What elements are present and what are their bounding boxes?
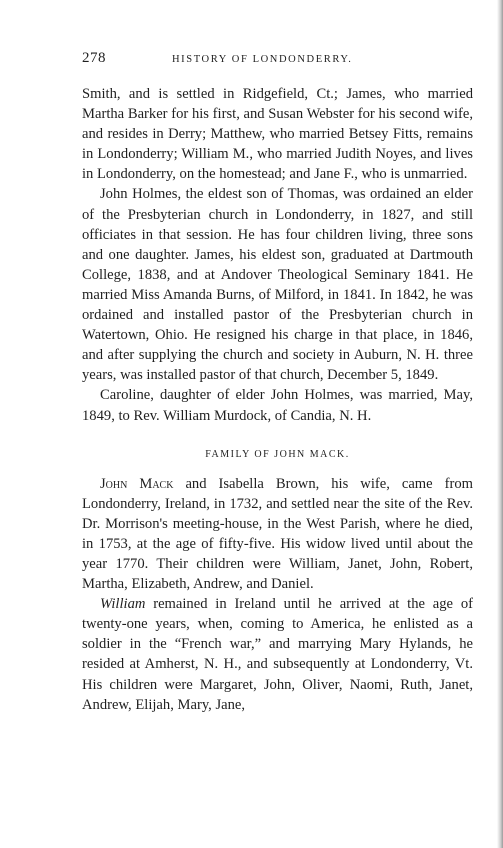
running-head: HISTORY OF LONDONDERRY.: [172, 54, 353, 65]
body-text: [82, 84, 473, 715]
page-edge-shadow: [497, 0, 503, 848]
paragraph-john-holmes: John Holmes, the eldest son of Thomas, was ordained an elder of the Presbyterian church in Londonderry, in 1827, and still officiates in that session. He has four children living, three sons and one daughter. James, his eldest son, graduated at Dartmouth College, 1838, and at Andover Theological Seminary 1841. He married Miss Amanda Burns, of Milford, in 1841. In 1842, he was ordained and installed pastor of the Presbyterian church in Watertown, Ohio. He resigned his charge in that place, in 1846, and after supplying the church and society in Auburn, N. H. three years, was installed pastor of that church, December 5, 1849.: [82, 186, 473, 384]
paragraph-caroline: Caroline, daughter of elder John Holmes, was married, May, 1849, to Rev. William Murdock, of Candia, N. H.: [82, 387, 473, 424]
paragraph-william: [82, 594, 473, 715]
page-number: 278: [82, 50, 106, 66]
paragraph-john-mack-text: and Isabella Brown, his wife, came from Londonderry, Ireland, in 1732, and settled near the site of the Rev. Dr. Morrison's meeting-house, in the West Parish, where he died, in 1753, at the age of fifty-five. His widow lived until about the year 1770. Their children were William, Janet, John, Robert, Martha, Elizabeth, Andrew, and Daniel.: [82, 475, 473, 593]
page-header: [82, 50, 473, 72]
paragraph-continued: Smith, and is settled in Ridgefield, Ct.; James, who married Martha Barker for his first, and Susan Webster for his second wife, and resides in Derry; Matthew, who married Betsey Fitts, remains in Londonderry; William M., who married Judith Noyes, and lives in Londonderry, on the homestead; and Jane F., who is unmarried.: [82, 86, 473, 183]
paragraph-william-text: remained in Ireland until he arrived at the age of twenty-one years, when, coming to America, he enlisted as a soldier in the “French war,” and marrying Mary Hylands, he resided at Amherst, N. H., and subsequently at Londonderry, Vt. His children were Margaret, John, Oliver, Naomi, Ruth, Janet, Andrew, Elijah, Mary, Jane,: [82, 596, 473, 713]
lead-name-first: John: [100, 475, 128, 492]
section-title: FAMILY OF JOHN MACK.: [205, 448, 350, 460]
paragraph-john-mack: [82, 474, 473, 595]
lead-name-last: Mack: [139, 475, 174, 492]
lead-name-william: William: [100, 596, 146, 613]
